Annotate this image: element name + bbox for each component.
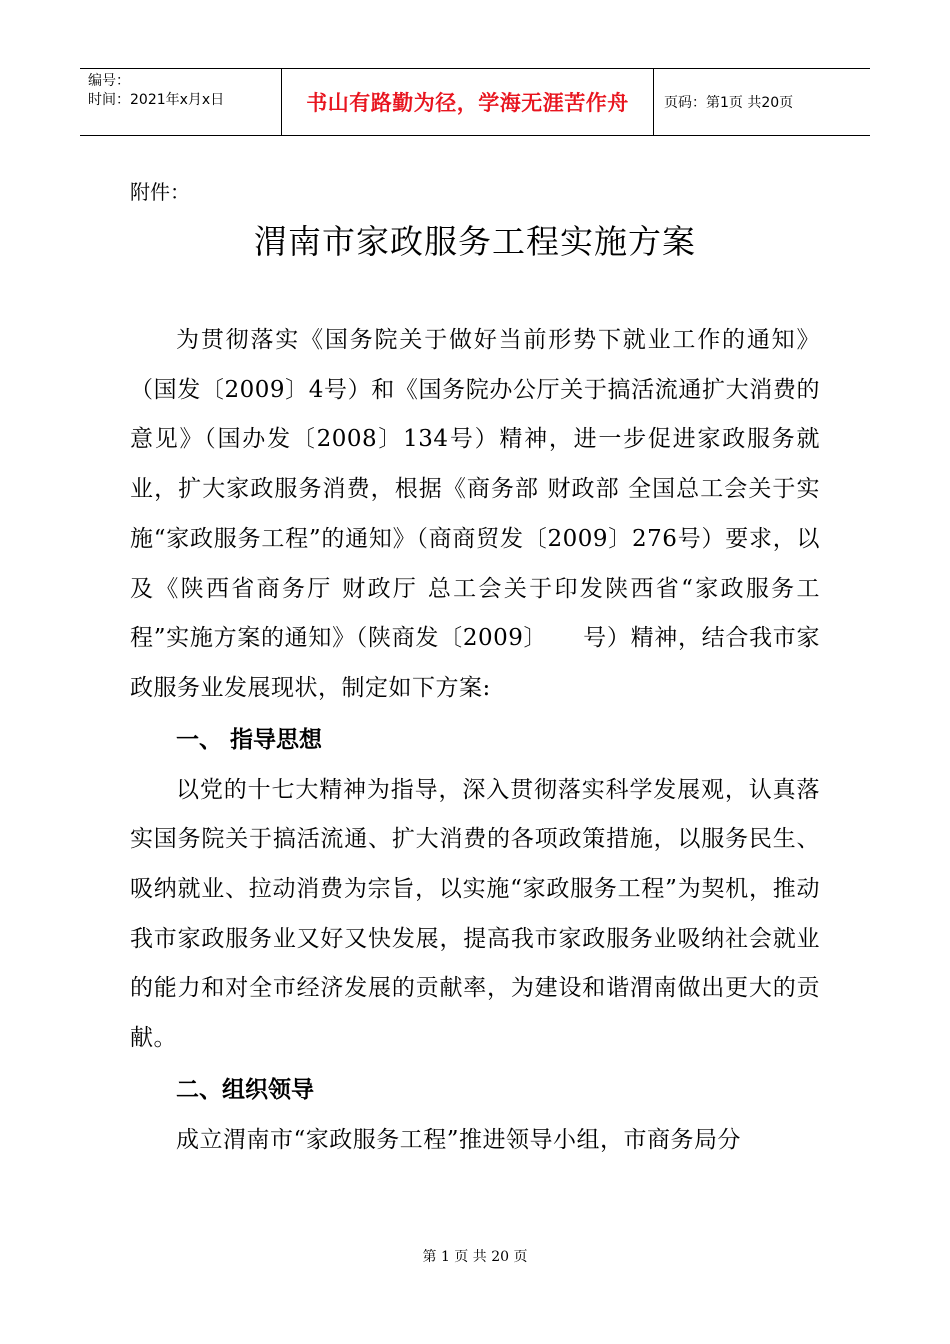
section-paragraph-guiding-ideology: 以党的十七大精神为指导，深入贯彻落实科学发展观，认真落实国务院关于搞活流通、扩大消费的各项政策措施，以服务民生、吸纳就业、拉动消费为宗旨，以实施“家政服务工程”为契机，推动我市家政服务业又好又快发展，提高我市家政服务业吸纳社会就业的能力和对全市经济发展的贡献率，为建设和谐渭南做出更大的贡献。: [130, 776, 820, 1052]
intro-paragraph: 为贯彻落实《国务院关于做好当前形势下就业工作的通知》（国发〔2009〕4号）和《国务院办公厅关于搞活流通扩大消费的意见》（国办发〔2008〕134号）精神，进一步促进家政服务就业，扩大家政服务消费，根据《商务部 财政部 全国总工会关于实施“家政服务工程”的通知》（商商贸发〔2009〕276号）要求，以及《陕西省商务厅 财政厅 总工会关于印发陕西省“家政服务工程”实施方案的通知》（陕商发〔2009〕 号）精神，结合我市家政服务业发展现状，制定如下方案:: [130, 327, 820, 701]
header-motto-cell: [282, 69, 654, 135]
header-page-info: 页码：第1页 共20页: [664, 95, 794, 111]
header-table: [80, 68, 870, 136]
header-page-cell: [654, 69, 870, 135]
attachment-label: 附件：: [130, 180, 190, 204]
section-paragraph-organization: 成立渭南市“家政服务工程”推进领导小组，市商务局分: [176, 1126, 742, 1153]
page-footer: 第 1 页 共 20 页: [422, 1249, 528, 1265]
section-heading-organization: 二、组织领导: [176, 1076, 314, 1103]
number-label: 编号：: [88, 73, 130, 89]
document-title: 渭南市家政服务工程实施方案: [254, 222, 696, 261]
document-body: [130, 316, 820, 1166]
time-label: 时间：2021年x月x日: [88, 92, 225, 108]
header-meta-cell: [80, 69, 282, 135]
header-motto: 书山有路勤为径，学海无涯苦作舟: [306, 91, 629, 115]
section-heading-guiding-ideology: 一、 指导思想: [176, 726, 323, 753]
